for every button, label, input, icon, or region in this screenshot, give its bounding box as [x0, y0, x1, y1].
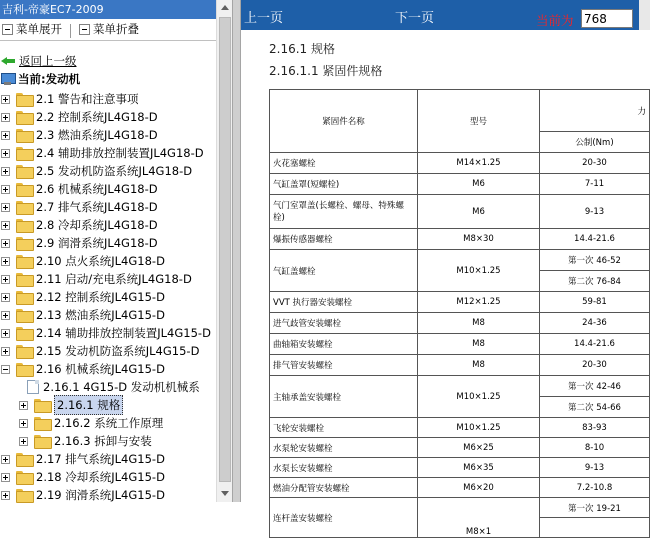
folder-icon [16, 93, 32, 105]
tree-item-label: 2.8 冷却系统JL4G18-D [36, 218, 158, 232]
tree-item-label: 2.16.1 4G15-D 发动机机械系 [43, 380, 200, 394]
cell-model: M10×1.25 [418, 418, 540, 438]
expand-menu-button[interactable] [0, 19, 62, 39]
tree-item-label: 2.16.2 系统工作原理 [54, 416, 164, 430]
tree-item-label: 2.4 辅助排放控制装置JL4G18-D [36, 146, 204, 160]
expand-toggle-icon[interactable] [1, 329, 10, 338]
tree-item-label: 2.11 启动/充电系统JL4G18-D [36, 272, 192, 286]
tree-item-label: 2.14 辅助排放控制装置JL4G15-D [36, 326, 211, 340]
expand-toggle-icon[interactable] [1, 95, 10, 104]
tree-item[interactable] [1, 450, 165, 468]
tree-item-label: 2.13 燃油系统JL4G15-D [36, 308, 165, 322]
expand-toggle-icon[interactable] [1, 491, 10, 500]
folder-icon [16, 273, 32, 285]
tree-item-label: 2.5 发动机防盗系统JL4G18-D [36, 164, 193, 178]
cell-model: M8 [418, 334, 540, 355]
cell-torque: 第二次 54-66 [540, 397, 650, 418]
table-row [270, 334, 650, 355]
tree-item[interactable] [1, 360, 165, 378]
tree-item-label: 2.6 机械系统JL4G18-D [36, 182, 158, 196]
folder-icon [16, 255, 32, 267]
tree-item-label: 2.12 控制系统JL4G15-D [36, 290, 165, 304]
cell-torque: 14.4-21.6 [540, 334, 650, 355]
table-row [270, 229, 650, 250]
tree-item-selected[interactable] [19, 396, 123, 414]
cell-name: 飞轮安装螺栓 [270, 418, 418, 438]
cell-torque: 59-81 [540, 292, 650, 313]
prev-page-button[interactable]: 上一页 [244, 11, 284, 26]
expand-toggle-icon[interactable] [1, 455, 10, 464]
tree-item[interactable] [1, 288, 165, 306]
tree-item-label: 2.18 冷却系统JL4G15-D [36, 470, 165, 484]
expand-icon [2, 24, 13, 35]
page-number-input[interactable] [581, 9, 633, 28]
folder-icon [16, 345, 32, 357]
cell-name: 水泵轮安装螺栓 [270, 438, 418, 458]
tree-item[interactable] [19, 378, 200, 396]
table-row [270, 458, 650, 478]
cell-model: M6×25 [418, 438, 540, 458]
table-row [270, 250, 650, 271]
folder-icon [16, 201, 32, 213]
tree-item[interactable] [1, 306, 165, 324]
col-header-torque: 力 [540, 90, 650, 132]
cell-model: M8×30 [418, 229, 540, 250]
folder-icon [16, 237, 32, 249]
expand-toggle-icon[interactable] [1, 257, 10, 266]
expand-toggle-icon[interactable] [19, 401, 28, 410]
table-row [270, 418, 650, 438]
cell-model: M14×1.25 [418, 153, 540, 174]
table-row [270, 438, 650, 458]
cell-torque: 第一次 46-52 [540, 250, 650, 271]
tree-item[interactable] [1, 234, 158, 252]
tree-item[interactable] [1, 342, 199, 360]
cell-model: M8 [418, 355, 540, 376]
scroll-thumb[interactable] [219, 17, 231, 482]
table-header-row [270, 90, 650, 132]
folder-icon [16, 309, 32, 321]
cell-model: M12×1.25 [418, 292, 540, 313]
cell-torque: 20-30 [540, 153, 650, 174]
expand-toggle-icon[interactable] [1, 149, 10, 158]
cell-torque: 14.4-21.6 [540, 229, 650, 250]
collapse-menu-label: 菜单折叠 [93, 22, 139, 36]
folder-icon [16, 453, 32, 465]
fastener-spec-table [269, 89, 650, 538]
cell-name: 气门室罩盖(长螺栓、螺母、特殊螺栓) [270, 195, 418, 229]
next-page-button[interactable]: 下一页 [395, 11, 435, 26]
tree-item-label: 2.17 排气系统JL4G15-D [36, 452, 165, 466]
cell-name: 气缸盖螺栓 [270, 250, 418, 292]
expand-toggle-icon[interactable] [1, 185, 10, 194]
cell-torque: 7.2-10.8 [540, 478, 650, 498]
menu-divider [0, 40, 216, 41]
tree-item-label: 2.19 润滑系统JL4G15-D [36, 488, 165, 502]
cell-name: 连杆盖安装螺栓 [270, 498, 418, 538]
table-row [270, 478, 650, 498]
cell-model: M6 [418, 174, 540, 195]
tree-item-label: 2.16.1 规格 [54, 395, 123, 415]
tree-item-label: 2.16 机械系统JL4G15-D [36, 362, 165, 376]
navigation-panel [0, 0, 216, 502]
cell-model: M10×1.25 [418, 250, 540, 292]
expand-toggle-icon[interactable] [1, 311, 10, 320]
document-icon [27, 380, 39, 394]
panel-splitter[interactable] [232, 0, 241, 502]
folder-icon [16, 489, 32, 501]
cell-name: 主轴承盖安装螺栓 [270, 376, 418, 418]
subsection-heading: 2.16.1.1 紧固件规格 [269, 64, 383, 78]
cell-model: M8 [418, 313, 540, 334]
collapse-icon [79, 24, 90, 35]
cell-torque: 第一次 42-46 [540, 376, 650, 397]
cell-name: 曲轴箱安装螺栓 [270, 334, 418, 355]
cell-model: M10×1.25 [418, 376, 540, 418]
cell-torque: 20-30 [540, 355, 650, 376]
table-row [270, 153, 650, 174]
tree-item[interactable] [19, 432, 152, 450]
cell-name: 火花塞螺栓 [270, 153, 418, 174]
folder-icon [34, 435, 50, 447]
tree-item[interactable] [1, 324, 211, 342]
cell-torque: 24-36 [540, 313, 650, 334]
expand-menu-label: 菜单展开 [16, 22, 62, 36]
folder-icon [16, 111, 32, 123]
folder-icon [34, 399, 50, 411]
expand-toggle-icon[interactable] [1, 131, 10, 140]
expand-toggle-icon[interactable] [19, 419, 28, 428]
folder-icon [16, 471, 32, 483]
expand-toggle-icon[interactable] [1, 347, 10, 356]
tree-item-label: 2.16.3 拆卸与安装 [54, 434, 152, 448]
col-header-name: 紧固件名称 [270, 90, 418, 153]
expand-toggle-icon[interactable] [1, 167, 10, 176]
cell-name: 爆振传感器螺栓 [270, 229, 418, 250]
expand-toggle-icon[interactable] [1, 473, 10, 482]
tree-item[interactable] [19, 414, 163, 432]
cell-name: VVT 执行器安装螺栓 [270, 292, 418, 313]
folder-icon [34, 417, 50, 429]
back-arrow-icon [1, 56, 15, 66]
expand-toggle-icon[interactable] [1, 275, 10, 284]
folder-icon [16, 291, 32, 303]
tree-item[interactable] [1, 486, 165, 504]
folder-icon [16, 129, 32, 141]
table-row [270, 376, 650, 397]
current-page-label: 当前为 [536, 13, 574, 28]
menu-toolbar [0, 19, 216, 39]
cell-name: 燃油分配管安装螺栓 [270, 478, 418, 498]
expand-toggle-icon[interactable] [19, 437, 28, 446]
collapse-toggle-icon[interactable] [1, 365, 10, 374]
tree-item[interactable] [1, 180, 158, 198]
folder-icon [16, 183, 32, 195]
tree-item-label: 2.7 排气系统JL4G18-D [36, 200, 158, 214]
expand-toggle-icon[interactable] [1, 221, 10, 230]
folder-icon [16, 147, 32, 159]
collapse-menu-button[interactable] [77, 19, 139, 39]
folder-icon [16, 327, 32, 339]
tree-item[interactable] [1, 468, 165, 486]
section-heading: 2.16.1 规格 [269, 42, 335, 56]
tree-item-label: 2.10 点火系统JL4G18-D [36, 254, 165, 268]
table-row [270, 195, 650, 229]
expand-toggle-icon[interactable] [1, 293, 10, 302]
tree-item[interactable] [1, 198, 158, 216]
tree-item-label: 2.15 发动机防盗系统JL4G15-D [36, 344, 200, 358]
window-title: 吉利-帝豪EC7-2009 [0, 0, 216, 19]
cell-model: M8×1 [418, 498, 540, 538]
tree-item-label: 2.3 燃油系统JL4G18-D [36, 128, 158, 142]
scroll-down-icon[interactable] [217, 486, 233, 502]
tree-item[interactable] [1, 162, 192, 180]
current-node-label: 当前:发动机 [18, 72, 81, 86]
tree-item[interactable] [1, 108, 158, 126]
col-header-metric: 公制(Nm) [540, 132, 650, 153]
cell-torque: 7-11 [540, 174, 650, 195]
tree-item-label: 2.1 警告和注意事项 [36, 92, 139, 106]
folder-icon [16, 219, 32, 231]
tree-item[interactable] [1, 144, 204, 162]
expand-toggle-icon[interactable] [1, 113, 10, 122]
col-header-model: 型号 [418, 90, 540, 153]
cell-name: 进气歧管安装螺栓 [270, 313, 418, 334]
cell-torque: 第一次 19-21 [540, 498, 650, 518]
tree-item[interactable] [1, 90, 138, 108]
cell-model: M6×35 [418, 458, 540, 478]
cell-name: 排气管安装螺栓 [270, 355, 418, 376]
nav-bar-edge [639, 0, 650, 30]
expand-toggle-icon[interactable] [1, 203, 10, 212]
cell-torque [540, 518, 650, 538]
cell-name: 水泵长安装螺栓 [270, 458, 418, 478]
tree-item-label: 2.9 润滑系统JL4G18-D [36, 236, 158, 250]
table-row [270, 498, 650, 518]
table-row [270, 313, 650, 334]
cell-torque: 83-93 [540, 418, 650, 438]
cell-torque: 9-13 [540, 195, 650, 229]
folder-icon [16, 165, 32, 177]
cell-torque: 8-10 [540, 438, 650, 458]
tree-scrollbar[interactable] [216, 0, 232, 502]
tree-item[interactable] [1, 126, 158, 144]
expand-toggle-icon[interactable] [1, 239, 10, 248]
folder-icon [16, 363, 32, 375]
cell-torque: 9-13 [540, 458, 650, 478]
back-link-row[interactable] [1, 52, 77, 70]
tree-item[interactable] [1, 216, 158, 234]
back-link[interactable]: 返回上一级 [19, 54, 77, 68]
computer-icon [1, 73, 14, 85]
cell-model: M6 [418, 195, 540, 229]
scroll-up-icon[interactable] [217, 0, 233, 16]
cell-name: 气缸盖罩(短螺栓) [270, 174, 418, 195]
cell-torque: 第二次 76-84 [540, 271, 650, 292]
cell-model: M6×20 [418, 478, 540, 498]
menu-separator [70, 24, 71, 38]
current-node-row [1, 70, 80, 88]
content-panel [241, 0, 650, 537]
page-nav-bar [241, 0, 650, 30]
tree-item[interactable] [1, 270, 192, 288]
table-row [270, 355, 650, 376]
table-row [270, 292, 650, 313]
tree-item[interactable] [1, 252, 165, 270]
table-row [270, 174, 650, 195]
tree-item-label: 2.2 控制系统JL4G18-D [36, 110, 158, 124]
